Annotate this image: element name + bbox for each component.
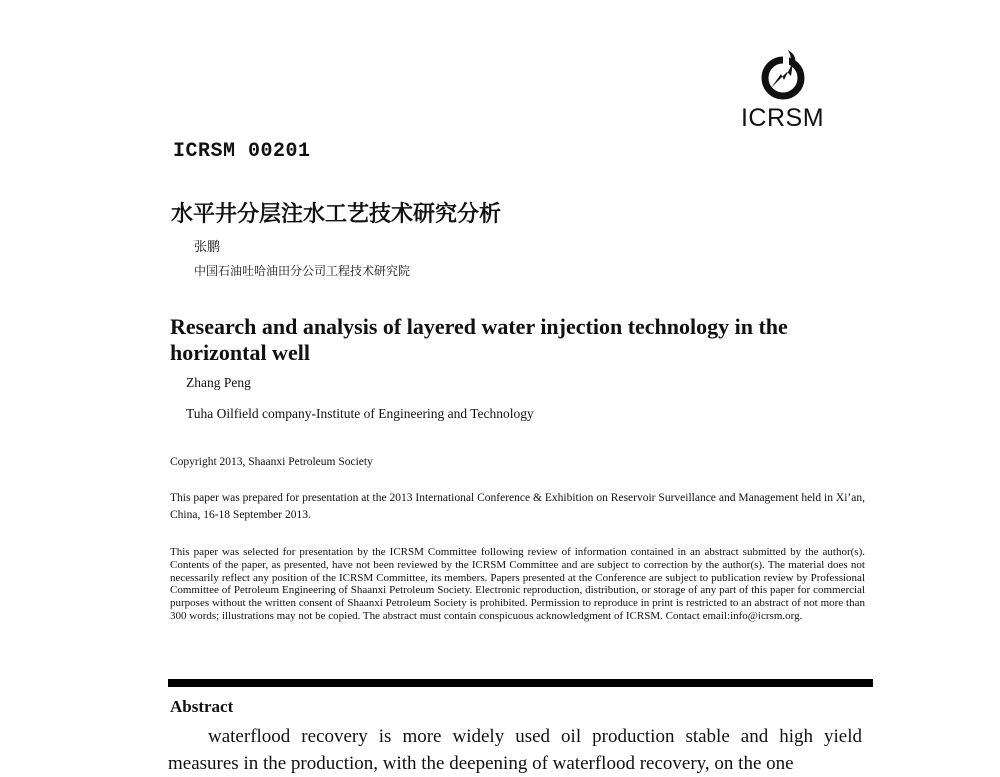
abstract-heading: Abstract xyxy=(170,697,234,716)
prepared-note: This paper was prepared for presentation at the 2013 International Conference & Exhibition on Reservoir Surveillance and Management held in Xi’an, China, 16-18 September 2013. xyxy=(170,492,865,521)
chinese-affiliation: 中国石油吐哈油田分公司工程技术研究院 xyxy=(194,264,411,278)
chinese-title: 水平井分层注水工艺技术研究分析 xyxy=(171,202,502,227)
abstract-body: waterflood recovery is more widely used oil production stable and high yield measures in the production, with the deepening of waterflood recovery, on the one xyxy=(168,726,862,774)
english-title: Research and analysis of layered water injection technology in the horizontal well xyxy=(170,314,788,365)
english-affiliation: Tuha Oilfield company-Institute of Engineering and Technology xyxy=(186,406,534,421)
chinese-author: 张鹏 xyxy=(194,240,221,255)
icrsm-logo-icon xyxy=(757,46,809,102)
icrsm-logo xyxy=(735,40,830,135)
selection-notice: This paper was selected for presentation by the ICRSM Committee following review of information contained in an abstract submitted by the author(s). Contents of the paper, as presented, have not been reviewed by the ICRSM Committee and are subject to correction by the author(s). The material does not necessarily reflect any position of the ICRSM Committee, its members. Papers presented at the Conference are subject to publication review by Professional Committee of Petroleum Engineering of Shaanxi Petroleum Society. Electronic reproduction, distribution, or storage of any part of this paper for commercial purposes without the written consent of Shaanxi Petroleum Society is prohibited. Permission to reproduce in print is restricted to an abstract of not more than 300 words; illustrations may not be copied. The abstract must contain conspicuous acknowledgment of ICRSM. Contact email:info@icrsm.org. xyxy=(170,546,865,622)
copyright-line: Copyright 2013, Shaanxi Petroleum Society xyxy=(170,456,373,468)
section-divider xyxy=(168,679,873,687)
paper-id: ICRSM 00201 xyxy=(173,140,311,163)
logo-text: ICRSM xyxy=(740,104,825,132)
english-author: Zhang Peng xyxy=(186,375,251,390)
